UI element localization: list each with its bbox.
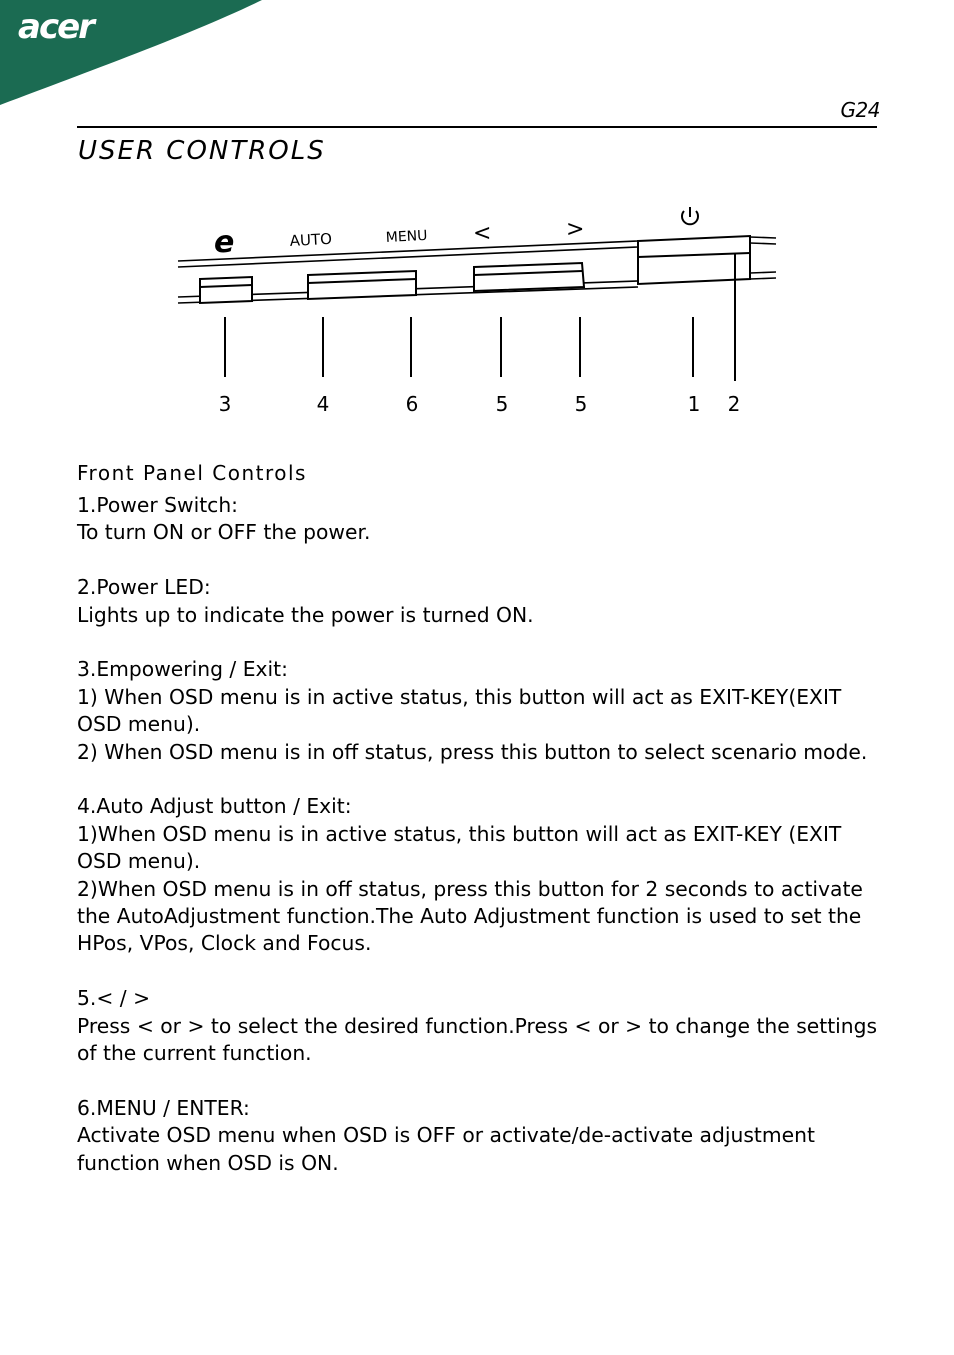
power-icon	[682, 207, 698, 224]
list-item	[77, 793, 887, 957]
item-line: Lights up to indicate the power is turned ON.	[77, 602, 534, 627]
item-line: 1) When OSD menu is in active status, this button will act as EXIT-KEY(EXIT OSD menu).	[77, 684, 842, 737]
item-line: To turn ON or OFF the power.	[77, 520, 371, 545]
item-heading: 3.Empowering / Exit:	[77, 657, 288, 682]
auto-label: AUTO	[289, 229, 333, 250]
callout-number: 3	[218, 392, 232, 416]
front-panel-diagram	[170, 195, 790, 425]
auto-menu-button	[308, 271, 416, 299]
page-title: USER CONTROLS	[78, 136, 326, 166]
item-heading: 4.Auto Adjust button / Exit:	[77, 794, 352, 819]
callout-number: 5	[574, 392, 588, 416]
callout-number: 4	[316, 392, 330, 416]
controls-description	[77, 492, 887, 1204]
header-rule	[77, 126, 877, 128]
empowering-label: e	[214, 225, 235, 260]
left-label: <	[473, 221, 492, 246]
menu-label: MENU	[385, 227, 428, 246]
item-line: 2)When OSD menu is in off status, press this button for 2 seconds to activate the AutoAdjustment function.The Auto Adjustment function is used to set the HPos, VPos, Clock and Focus.	[77, 876, 863, 956]
power-button	[638, 236, 750, 284]
item-heading: 1.Power Switch:	[77, 493, 239, 517]
item-line: 2) When OSD menu is in off status, press this button to select scenario mode.	[77, 739, 868, 764]
left-right-button	[474, 263, 584, 291]
list-item	[77, 1095, 887, 1177]
acer-logo-corner	[0, 0, 270, 110]
item-line: 1)When OSD menu is in active status, this button will act as EXIT-KEY (EXIT OSD menu).	[77, 821, 842, 874]
item-heading: 5.< / >	[77, 986, 151, 1011]
list-item	[77, 574, 887, 629]
item-line: Press < or > to select the desired function.Press < or > to change the settings of the current function.	[77, 1013, 878, 1066]
callout-number: 2	[727, 392, 741, 416]
item-heading: 2.Power LED:	[77, 575, 211, 600]
item-heading: 6.MENU / ENTER:	[77, 1095, 250, 1120]
acer-logo-text: acer	[18, 7, 93, 47]
list-item	[77, 985, 887, 1067]
item-line: Activate OSD menu when OSD is OFF or activate/de-activate adjustment function when OSD is ON.	[77, 1123, 815, 1175]
callout-number: 1	[687, 392, 701, 416]
model-number: G24	[840, 98, 880, 122]
list-item	[77, 492, 887, 547]
right-label: >	[566, 217, 585, 242]
section-title: Front Panel Controls	[77, 461, 307, 485]
list-item	[77, 656, 887, 766]
empowering-button	[200, 277, 252, 303]
callout-number: 6	[405, 392, 419, 416]
callout-number: 5	[495, 392, 509, 416]
